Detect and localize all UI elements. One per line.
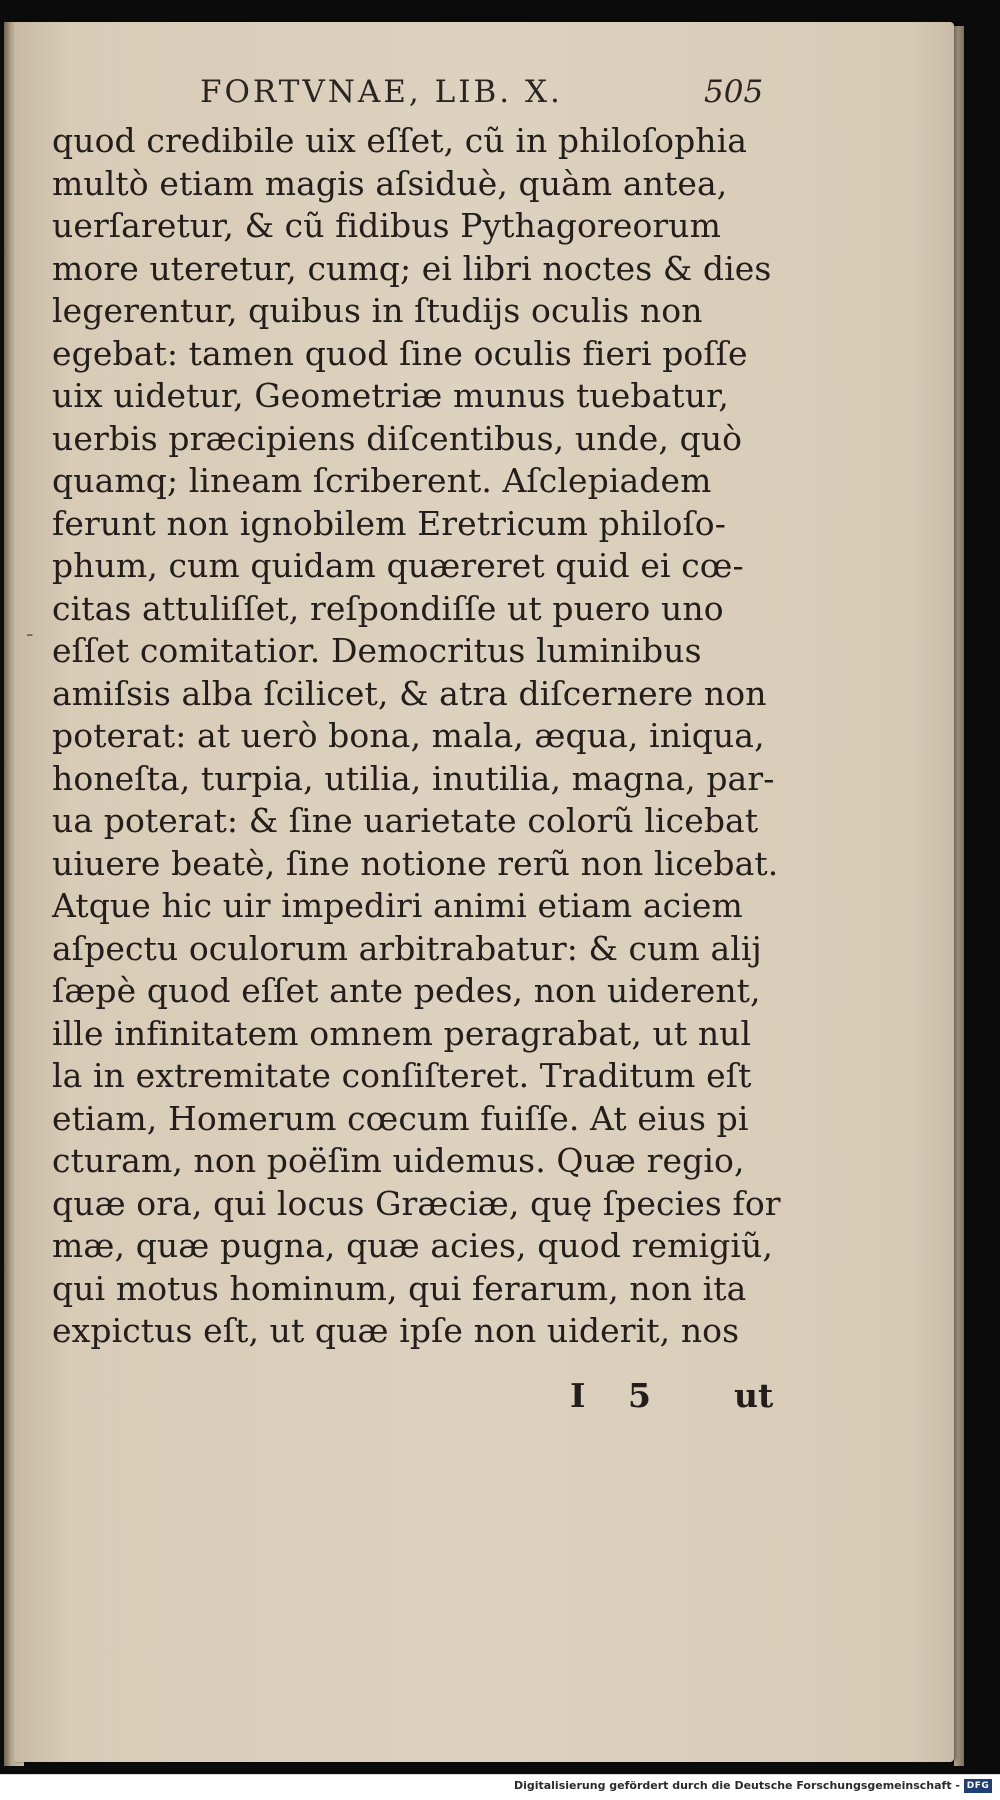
book-page xyxy=(14,22,954,1762)
body-text xyxy=(52,120,781,1353)
text-line: cturam, non poëſim uidemus. Quæ regio, xyxy=(52,1141,745,1180)
text-line: Atque hic uir impediri animi etiam aciem xyxy=(52,886,743,925)
text-line: uix uidetur, Geometriæ munus tuebatur, xyxy=(52,376,729,415)
signature-number: 5 xyxy=(628,1376,651,1415)
page-right-edge xyxy=(954,26,964,1766)
text-line: legerentur, quibus in ſtudijs oculis non xyxy=(52,291,703,330)
text-line: multò etiam magis aſsiduè, quàm antea, xyxy=(52,163,728,203)
text-line: phum, cum quidam quæreret quid ei cœ- xyxy=(52,546,744,585)
text-line: eſſet comitatior. Democritus luminibus xyxy=(52,631,702,670)
text-line: ferunt non ignobilem Eretricum philoſo- xyxy=(52,503,726,543)
text-line: ille infinitatem omnem peragrabat, ut nul xyxy=(52,1013,752,1053)
text-line: ſæpè quod eſſet ante pedes, non uiderent, xyxy=(52,971,761,1010)
catchword: ut xyxy=(734,1376,774,1415)
text-line: quamq; lineam ſcriberent. Aſclepiadem xyxy=(52,461,712,500)
text-line: uiuere beatè, ſine notione rerũ non licebat. xyxy=(52,843,779,883)
text-line: mæ, quæ pugna, quæ acies, quod remigiũ, xyxy=(52,1226,773,1265)
text-line: quod credibile uix eſſet, cũ in philoſophia xyxy=(52,121,748,160)
text-line: quæ ora, qui locus Græciæ, quę ſpecies for xyxy=(52,1183,781,1223)
footer-credit: Digitalisierung gefördert durch die Deutsche Forschungsgemeinschaft - xyxy=(513,1779,960,1792)
text-line: more uteretur, cumq; ei libri noctes & dies xyxy=(52,248,772,288)
footer-bar xyxy=(0,1774,1000,1800)
text-line: aſpectu oculorum arbitrabatur: & cum alij xyxy=(52,928,762,968)
margin-mark: - xyxy=(26,622,34,647)
text-line: ua poterat: & ſine uarietate colorũ licebat xyxy=(52,801,759,840)
text-line: honeſta, turpia, utilia, inutilia, magna, par- xyxy=(52,758,775,798)
text-line: expictus eſt, ut quæ ipſe non uiderit, nos xyxy=(52,1311,740,1350)
page-number: 505 xyxy=(704,74,764,110)
text-line: qui motus hominum, qui ferarum, non ita xyxy=(52,1268,747,1308)
text-line: amiſsis alba ſcilicet, & atra diſcernere non xyxy=(52,673,767,713)
signature-mark: I xyxy=(570,1376,586,1415)
text-line: etiam, Homerum cœcum fuiſſe. At eius pi xyxy=(52,1098,749,1138)
text-line: egebat: tamen quod ſine oculis fieri poſſe xyxy=(52,333,748,373)
text-line: citas attuliſſet, reſpondiſſe ut puero uno xyxy=(52,588,724,628)
text-line: poterat: at uerò bona, mala, æqua, iniqua, xyxy=(52,716,765,755)
running-head: FORTVNAE, LIB. X. xyxy=(200,74,563,110)
text-line: uerſaretur, & cũ fidibus Pythagoreorum xyxy=(52,206,722,245)
text-line: uerbis præcipiens diſcentibus, unde, quò xyxy=(52,418,743,458)
catchword-line xyxy=(14,1376,1000,1420)
dfg-logo-icon: DFG xyxy=(964,1779,992,1793)
text-line: la in extremitate conſiſteret. Traditum eſt xyxy=(52,1056,752,1095)
